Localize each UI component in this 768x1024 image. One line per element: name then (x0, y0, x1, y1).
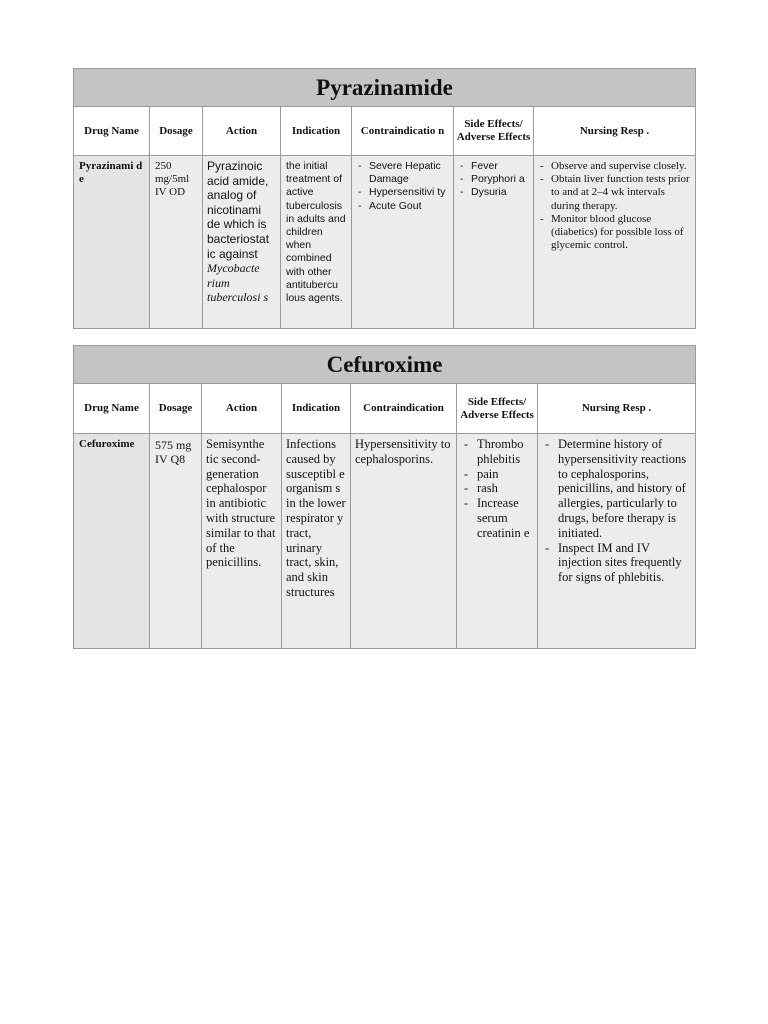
list-item: - Inspect IM and IV injection sites frequently for signs of phlebitis. (542, 541, 692, 585)
list-item: - Hypersensitivi ty (357, 186, 449, 199)
nursing-cell (534, 156, 696, 329)
header-dosage: Dosage (150, 384, 202, 434)
header-contraindication: Contraindicatio n (352, 107, 454, 156)
action-text: Pyrazinoic acid amide, analog of nicotinami de which is bacteriostat ic against (207, 159, 270, 261)
list-item: - Fever (459, 160, 529, 173)
list-item: - Severe Hepatic Damage (357, 160, 449, 186)
drug-name-cell: Cefuroxime (74, 434, 150, 649)
drug-name-cell: Pyrazinami de (74, 156, 150, 329)
header-dosage: Dosage (150, 107, 203, 156)
side-effects-cell (457, 434, 538, 649)
table-row (74, 434, 696, 649)
header-row (74, 107, 696, 156)
list-item: - Poryphori a (459, 173, 529, 186)
side-effects-cell (454, 156, 534, 329)
dosage-cell: 575 mg IV Q8 (150, 434, 202, 649)
header-indication: Indication (282, 384, 351, 434)
header-side-effects: Side Effects/ Adverse Effects (454, 107, 534, 156)
list-item: - pain (461, 467, 534, 482)
header-drug-name: Drug Name (74, 107, 150, 156)
cefuroxime-table (73, 345, 696, 649)
action-cell (203, 156, 281, 329)
header-row (74, 384, 696, 434)
nursing-cell (538, 434, 696, 649)
header-action: Action (202, 384, 282, 434)
contraindication-cell (352, 156, 454, 329)
list-item: - Determine history of hypersensitivity reactions to cephalosporins, penicillins, and history of allergies, particularly to drugs, before therapy is initiated. (542, 437, 692, 541)
header-indication: Indication (281, 107, 352, 156)
list-item: - Observe and supervise closely. (539, 160, 691, 173)
list-item: - Increase serum creatinin e (461, 496, 534, 540)
header-drug-name: Drug Name (74, 384, 150, 434)
table-title: Pyrazinamide (74, 69, 696, 107)
header-side-effects: Side Effects/ Adverse Effects (457, 384, 538, 434)
header-nursing: Nursing Resp . (534, 107, 696, 156)
list-item: - rash (461, 481, 534, 496)
list-item: - Obtain liver function tests prior to and at 2–4 wk intervals during therapy. (539, 173, 691, 213)
list-item: - Dysuria (459, 186, 529, 199)
header-action: Action (203, 107, 281, 156)
action-cell: Semisynthe tic second-generation cephalospor in antibiotic with structure similar to that of the penicillins. (202, 434, 282, 649)
table-title: Cefuroxime (74, 346, 696, 384)
pyrazinamide-table (73, 68, 696, 329)
table-row (74, 156, 696, 329)
indication-cell: Infections caused by susceptibl e organism s in the lower respirator y tract, urinary tract, skin, and skin structures (282, 434, 351, 649)
list-item: - Acute Gout (357, 200, 449, 213)
dosage-cell: 250 mg/5ml IV OD (150, 156, 203, 329)
contraindication-cell: Hypersensitivity to cephalosporins. (351, 434, 457, 649)
header-contraindication: Contraindication (351, 384, 457, 434)
action-organism: Mycobacte rium tuberculosi s (207, 261, 269, 305)
list-item: - Thrombo phlebitis (461, 437, 534, 467)
list-item: - Monitor blood glucose (diabetics) for possible loss of glycemic control. (539, 213, 691, 253)
header-nursing: Nursing Resp . (538, 384, 696, 434)
indication-cell: the initial treatment of active tuberculosis in adults and children when combined with other antitubercu lous agents. (281, 156, 352, 329)
